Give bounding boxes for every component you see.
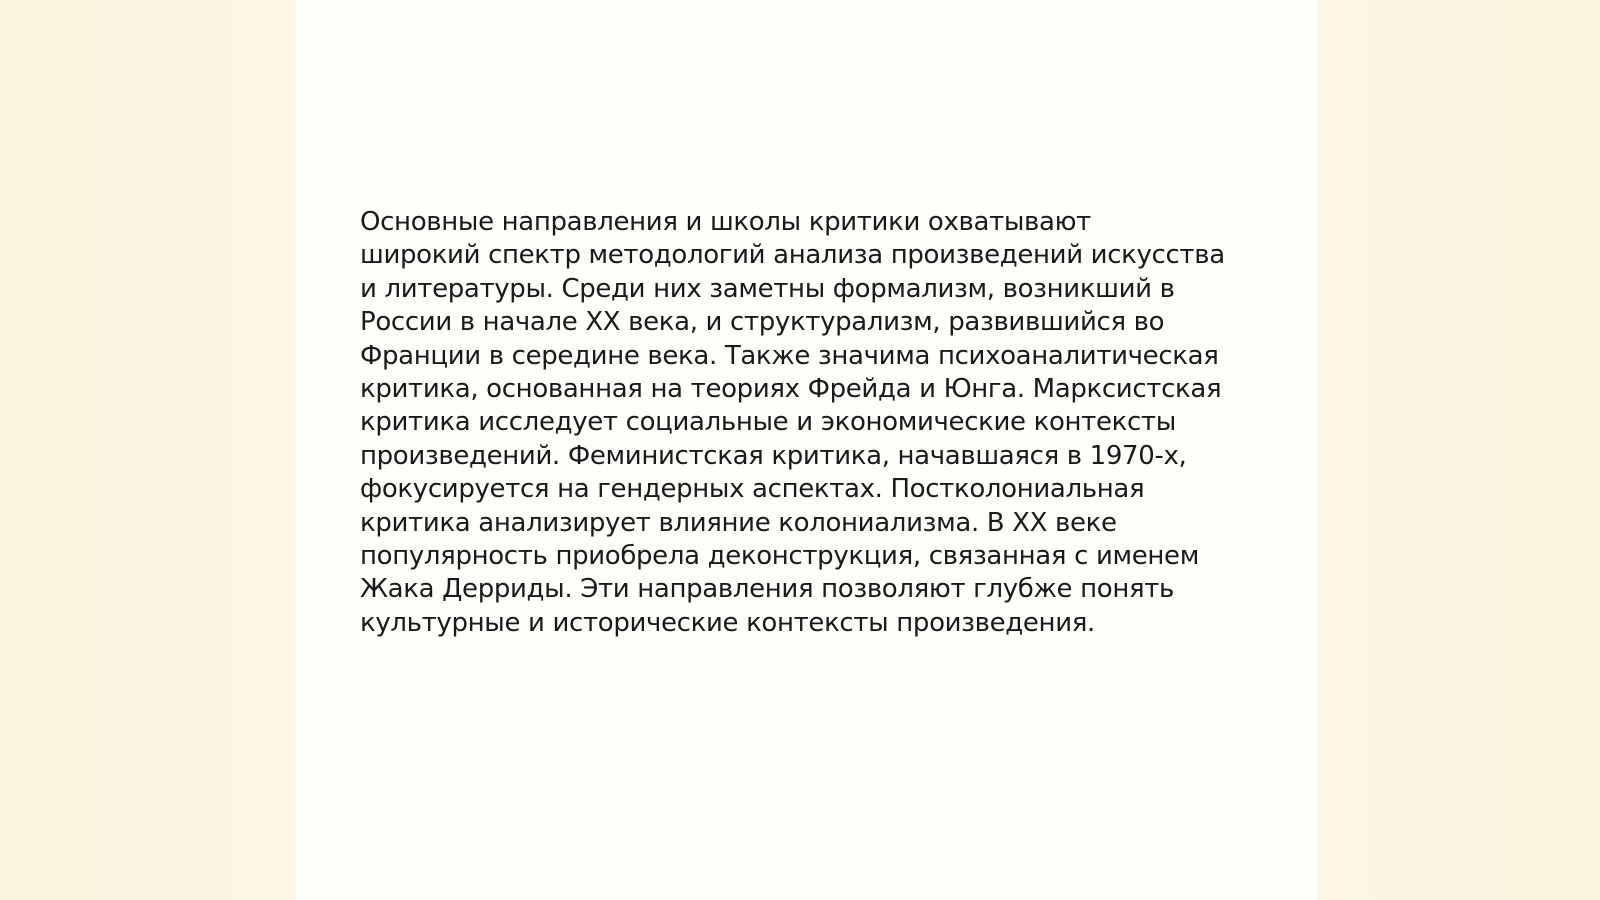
right-margin xyxy=(1304,0,1600,900)
document-page xyxy=(296,0,1318,900)
body-paragraph: Основные направления и школы критики охватывают широкий спектр методологий анализа произведений искусства и литературы. Среди них заметны формализм, возникший в России в начале XX века, и структурализм, развившийся во Франции в середине века. Также значима психоаналитическая критика, основанная на теориях Фрейда и Юнга. Марксистская критика исследует социальные и экономические контексты произведений. Феминистская критика, начавшаяся в 1970-х, фокусируется на гендерных аспектах. Постколониальная критика анализирует влияние колониализма. В XX веке популярность приобрела деконструкция, связанная с именем Жака Дерриды. Эти направления позволяют глубже понять культурные и исторические контексты произведения. xyxy=(360,207,1225,638)
left-margin xyxy=(0,0,296,900)
